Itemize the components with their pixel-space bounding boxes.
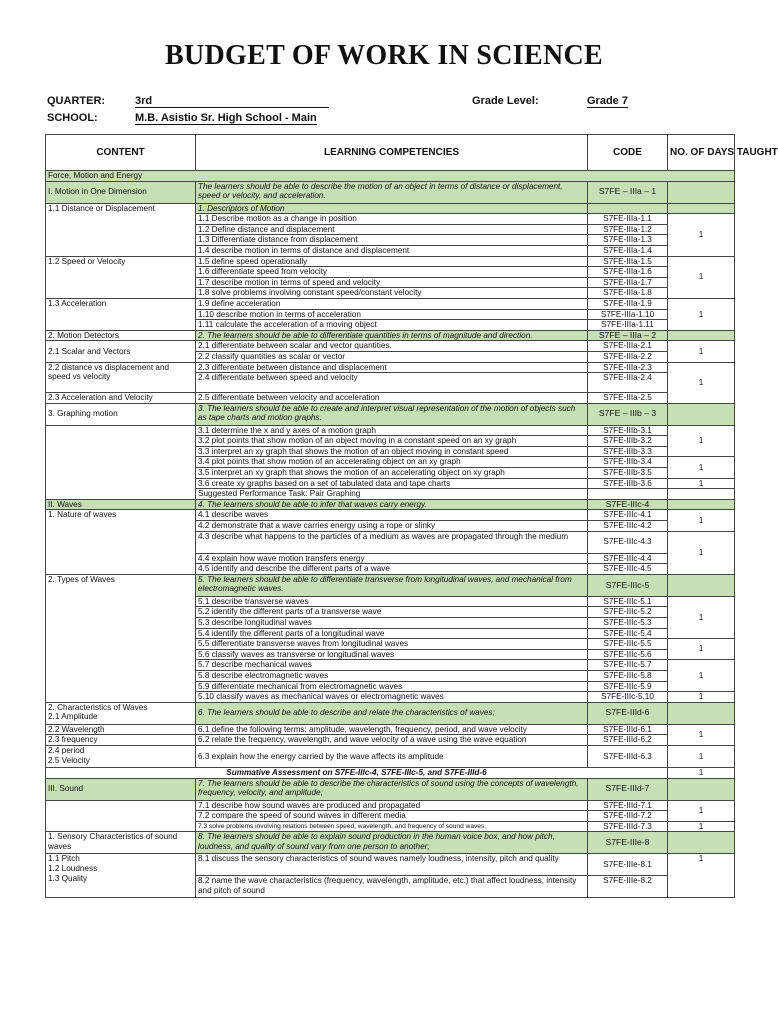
row-code: S7FE-IIId-7.2: [588, 811, 668, 822]
row-competency: 1.8 solve problems involving constant speed/constant velocity: [196, 288, 588, 299]
table-row: [46, 256, 735, 267]
row-competency: 5.6 classify waves as transverse or longitudinal waves: [196, 649, 588, 660]
row-code: S7FE-IIIc-5.1: [588, 596, 668, 607]
document-title: BUDGET OF WORK IN SCIENCE: [165, 40, 603, 71]
row-competency: 6.3 explain how the energy carried by the wave affects its amplitude: [196, 745, 588, 767]
row-competency: 5.2 identify the different parts of a transverse wave: [196, 607, 588, 618]
header-days: NO. OF DAYS TAUGHT: [668, 135, 735, 171]
row-code: S7FE-IIIa-1.4: [588, 245, 668, 256]
row-code: S7FE-IIIc-4.4: [588, 553, 668, 564]
row-competency: 8.1 discuss the sensory characteristics of sound waves namely loudness, intensity, pitch and quality: [196, 854, 588, 876]
row-content: 2.2 Wavelength: [46, 724, 196, 735]
row-code: S7FE-IIIb-3.1: [588, 425, 668, 436]
row-code: S7FE – IIIb – 3: [588, 403, 668, 425]
row-competency: 8.2 name the wave characteristics (frequency, wavelength, amplitude, etc.) that affect loudness, intensity and pitch of sound: [196, 876, 588, 898]
budget-table: [45, 134, 778, 898]
row-content: 1. Sensory Characteristics of sound waves: [46, 832, 196, 854]
row-days: 1: [668, 214, 735, 256]
row-content: 1.2 Speed or Velocity: [46, 256, 196, 298]
row-days: 1: [668, 510, 735, 531]
row-days: 1: [668, 425, 735, 457]
row-competency: 6.1 define the following terms: amplitude, wavelength, frequency, period, and wave velocity: [196, 724, 588, 735]
row-code: S7FE-IIIc-4.1: [588, 510, 668, 521]
row-code: S7FE-IIIa-1.2: [588, 224, 668, 235]
table-row: [46, 298, 735, 309]
row-content: 1. Nature of waves: [46, 510, 196, 574]
row-code: S7FE-IIIc-4.3: [588, 531, 668, 553]
table-row: [46, 362, 735, 373]
table-row: [46, 745, 735, 767]
row-code: S7FE-IIId-6.1: [588, 724, 668, 735]
row-code: S7FE-IIIa-1.5: [588, 256, 668, 267]
row-competency: 3.6 create xy graphs based on a set of tabulated data and tape charts: [196, 478, 588, 489]
row-competency: 1.2 Define distance and displacement: [196, 224, 588, 235]
row-competency: 3.5 interpret an xy graph that shows the motion of an accelerating object on xy graph: [196, 468, 588, 479]
table-row: [46, 724, 735, 735]
row-code: S7FE-IIIc-5.2: [588, 607, 668, 618]
table-row: [46, 203, 735, 214]
row-competency: 5. The learners should be able to differentiate transverse from longitudinal waves, and mechanical from electromagnetic waves.: [196, 574, 588, 596]
row-days: 1: [668, 800, 735, 821]
row-code: S7FE-IIIc-5.9: [588, 681, 668, 692]
row-code: S7FE-IIIa-1.6: [588, 267, 668, 278]
row-code: S7FE-IIIa-1.9: [588, 298, 668, 309]
row-code: S7FE – IIIa – 2: [588, 330, 668, 341]
row-competency: 6.2 relate the frequency, wavelength, and wave velocity of a wave using the wave equation: [196, 735, 588, 746]
row-competency: 5.5 differentiate transverse waves from longitudinal waves: [196, 639, 588, 650]
row-content-sub: 1.3 Quality: [48, 873, 88, 883]
header-content: CONTENT: [46, 135, 196, 171]
row-code: S7FE-IIIc-4.2: [588, 521, 668, 532]
row-code: S7FE-IIIc-5: [588, 574, 668, 596]
row-content: 1.1 Pitch: [48, 854, 80, 864]
table-row: [46, 510, 735, 521]
table-row: [46, 702, 735, 724]
table-row: [46, 341, 735, 352]
row-competency: 5.1 describe transverse waves: [196, 596, 588, 607]
row-days: 1: [668, 531, 735, 574]
school-label: SCHOOL:: [47, 112, 98, 124]
row-code: S7FE-IIIe-8.2: [588, 876, 668, 898]
row-code: S7FE-IIIa-2.3: [588, 362, 668, 373]
row-code: S7FE-IIIa-1.11: [588, 320, 668, 331]
row-content: 2.2 distance vs displacement and speed vs velocity: [46, 362, 196, 393]
row-code: S7FE-IIIa-2.5: [588, 393, 668, 404]
grade-level-value: Grade 7: [587, 95, 628, 107]
row-code: S7FE-IIIe-8: [588, 832, 668, 854]
row-days: 1: [668, 692, 735, 703]
row-days: 1: [668, 457, 735, 478]
row-code: S7FE-IIId-6: [588, 702, 668, 724]
table-row: [46, 181, 735, 203]
row-code: S7FE-IIIa-2.4: [588, 373, 668, 393]
row-competency: The learners should be able to describe the motion of an object in terms of distance or displacement, speed or velocity, and acceleration.: [196, 181, 588, 203]
row-code: S7FE-IIIc-5.8: [588, 670, 668, 681]
row-code: S7FE-IIIa-1.7: [588, 277, 668, 288]
row-competency: 7.2 compare the speed of sound waves in different media: [196, 811, 588, 822]
row-competency: 3.4 plot points that show motion of an accelerating object on an xy graph: [196, 457, 588, 468]
row-competency: 4.3 describe what happens to the particles of a medium as waves are propagated through the medium: [196, 531, 588, 553]
row-days: 1: [668, 478, 735, 489]
row-content-sub: 2.1 Amplitude: [48, 712, 98, 722]
row-days: 1: [668, 821, 735, 832]
row-content: I. Motion in One Dimension: [46, 181, 196, 203]
row-days: 1: [668, 854, 735, 898]
table-row: [46, 735, 735, 746]
row-competency: 2.4 differentiate between speed and velocity: [196, 373, 588, 393]
table-row: [46, 854, 735, 876]
row-code: S7FE-IIId-7.3: [588, 821, 668, 832]
row-code: S7FE-IIId-6.3: [588, 745, 668, 767]
table-row: [46, 425, 735, 436]
row-competency: 5.10 classify waves as mechanical waves or electromagnetic waves: [196, 692, 588, 703]
row-content: 2.1 Scalar and Vectors: [46, 341, 196, 362]
row-code: S7FE – IIIa – 1: [588, 181, 668, 203]
row-competency: 3.1 determine the x and y axes of a motion graph: [196, 425, 588, 436]
row-competency: 1.3 Differentiate distance from displacement: [196, 235, 588, 246]
row-competency: 4. The learners should be able to infer that waves carry energy.: [196, 499, 588, 510]
row-code: S7FE-IIIe-8.1: [588, 854, 668, 876]
row-competency: 3.2 plot points that show motion of an object moving in a constant speed on an xy graph: [196, 436, 588, 447]
row-competency: 1.10 describe motion in terms of acceleration: [196, 309, 588, 320]
row-days: 1: [668, 724, 735, 745]
row-days: 1: [668, 596, 735, 638]
row-competency: 1.6 differentiate speed from velocity: [196, 267, 588, 278]
header-code: CODE: [588, 135, 668, 171]
row-competency: 1. Descriptors of Motion: [196, 203, 588, 214]
table-row: [46, 800, 735, 811]
summative-assessment: Summative Assessment on S7FE-IIIc-4, S7FE-IIIc-5, and S7FE-IIId-6: [46, 767, 668, 778]
row-competency: 1.1 Describe motion as a change in position: [196, 214, 588, 225]
row-code: S7FE-IIIc-5.6: [588, 649, 668, 660]
row-competency: 3. The learners should be able to create and interpret visual representation of the motion of objects such as tape charts and motion graphs.: [196, 403, 588, 425]
table-row: [46, 832, 735, 854]
row-days: 1: [668, 639, 735, 660]
row-content: III. Sound: [46, 778, 196, 800]
row-code: S7FE-IIIa-1.1: [588, 214, 668, 225]
row-competency: 1.5 define speed operationally: [196, 256, 588, 267]
table-row: [46, 574, 735, 596]
table-row: [46, 767, 735, 778]
row-code: S7FE-IIId-7.1: [588, 800, 668, 811]
row-competency: 4.2 demonstrate that a wave carries energy using a rope or slinky: [196, 521, 588, 532]
quarter-label: QUARTER:: [47, 95, 106, 107]
quarter-value: 3rd: [135, 95, 329, 108]
row-code: S7FE-IIIb-3.2: [588, 436, 668, 447]
row-code: S7FE-IIIa-2.2: [588, 351, 668, 362]
row-code: S7FE-IIIa-2.1: [588, 341, 668, 352]
row-code: S7FE-IIIb-3.5: [588, 468, 668, 479]
grade-level-label: Grade Level:: [472, 95, 539, 107]
row-days: 1: [668, 298, 735, 330]
row-competency: 4.5 identify and describe the different parts of a wave: [196, 564, 588, 575]
header-competencies: LEARNING COMPETENCIES: [196, 135, 588, 171]
row-code: S7FE-IIIa-1.3: [588, 235, 668, 246]
row-code: S7FE-IIIc-5.7: [588, 660, 668, 671]
row-code: S7FE-IIIb-3.6: [588, 478, 668, 489]
row-content: 2. Characteristics of Waves: [48, 702, 148, 712]
row-code: S7FE-IIIa-1.8: [588, 288, 668, 299]
row-content: Force, Motion and Energy: [46, 171, 735, 182]
row-competency: 2.1 differentiate between scalar and vector quantities.: [196, 341, 588, 352]
row-days: 1: [668, 745, 735, 767]
row-competency: 4.1 describe waves: [196, 510, 588, 521]
row-competency: Suggested Performance Task: Pair Graphing: [196, 489, 588, 500]
row-competency: 3.3 interpret an xy graph that shows the motion of an object moving in constant speed: [196, 446, 588, 457]
row-competency: 1.7 describe motion in terms of speed and velocity: [196, 277, 588, 288]
row-days: 1: [668, 767, 735, 778]
row-competency: 5.9 differentiate mechanical from electromagnetic waves: [196, 681, 588, 692]
table-row: [46, 171, 735, 182]
row-code: S7FE-IIId-7: [588, 778, 668, 800]
row-code: S7FE-IIIc-4: [588, 499, 668, 510]
row-competency: 2. The learners should be able to differentiate quantities in terms of magnitude and direction.: [196, 330, 588, 341]
row-days: 1: [668, 256, 735, 298]
row-code: S7FE-IIIc-5.4: [588, 628, 668, 639]
row-code: S7FE-IIIc-5.3: [588, 618, 668, 629]
row-competency: 1.9 define acceleration: [196, 298, 588, 309]
row-competency: 1.4 describe motion in terms of distance and displacement: [196, 245, 588, 256]
row-content-sub: 2.5 Velocity: [48, 755, 90, 765]
row-competency: 5.4 identify the different parts of a longitudinal wave: [196, 628, 588, 639]
school-value: M.B. Asistio Sr. High School - Main: [135, 112, 317, 124]
row-competency: 5.8 describe electromagnetic waves: [196, 670, 588, 681]
row-competency: 5.3 describe longitudinal waves: [196, 618, 588, 629]
row-days: 1: [668, 341, 735, 362]
table-row: [46, 778, 735, 800]
row-days: 1: [668, 660, 735, 692]
row-code: S7FE-IIId-6.2: [588, 735, 668, 746]
row-competency: 7.3 solve problems involving relations between speed, wavelength, and frequency of sound waves.: [196, 821, 588, 832]
row-competency: 8. The learners should be able to explain sound production in the human voice box, and how pitch, loudness, and quality of sound vary from one person to another;: [196, 832, 588, 854]
table-row: [46, 403, 735, 425]
row-code: S7FE-IIIc-5.10: [588, 692, 668, 703]
row-content: 1.3 Acceleration: [46, 298, 196, 330]
row-competency: 5.7 describe mechanical waves: [196, 660, 588, 671]
row-code: S7FE-IIIc-4.5: [588, 564, 668, 575]
row-content: II. Waves: [46, 499, 196, 510]
row-code: S7FE-IIIc-5.5: [588, 639, 668, 650]
row-competency: 1.11 calculate the acceleration of a moving object: [196, 320, 588, 331]
row-code: S7FE-IIIa-1.10: [588, 309, 668, 320]
row-competency: 7.1 describe how sound waves are produced and propagated: [196, 800, 588, 811]
row-content: 2.3 Acceleration and Velocity: [46, 393, 196, 404]
row-content: 3. Graphing motion: [46, 403, 196, 425]
row-competency: 2.5 differentiate between velocity and acceleration: [196, 393, 588, 404]
row-days: 1: [668, 362, 735, 403]
row-content: 2. Types of Waves: [46, 574, 196, 702]
row-content: 2.3 frequency: [46, 735, 196, 746]
row-competency: 6. The learners should be able to describe and relate the characteristics of waves;: [196, 702, 588, 724]
row-competency: 4.4 explain how wave motion transfers energy: [196, 553, 588, 564]
row-content: 2.4 period: [48, 745, 85, 755]
table-row: [46, 499, 735, 510]
row-competency: 2.3 differentiate between distance and displacement: [196, 362, 588, 373]
row-competency: 2.2 classify quantities as scalar or vector: [196, 351, 588, 362]
row-competency: 7. The learners should be able to describe the characteristics of sound using the concepts of wavelength, frequency, velocity, and amplitude;: [196, 778, 588, 800]
table-header-row: [46, 135, 735, 171]
row-content: 2. Motion Detectors: [46, 330, 196, 341]
row-code: S7FE-IIIb-3.3: [588, 446, 668, 457]
table-row: [46, 393, 735, 404]
row-code: S7FE-IIIb-3.4: [588, 457, 668, 468]
table-row: [46, 330, 735, 341]
row-content: 1.1 Distance or Displacement: [46, 203, 196, 256]
row-content-sub: 1.2 Loudness: [48, 863, 98, 873]
